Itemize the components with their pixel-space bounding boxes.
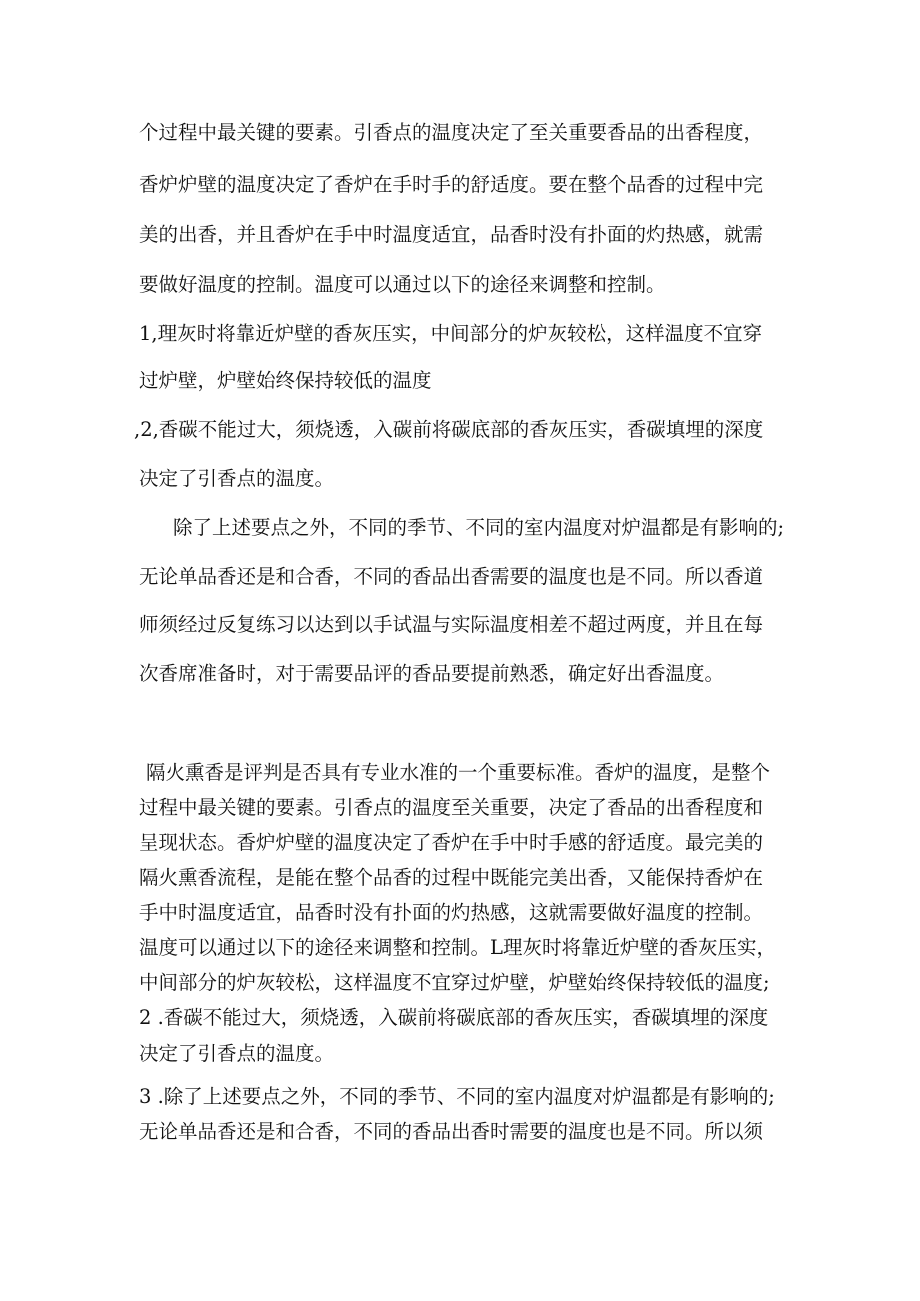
text-line: 呈现状态。香炉炉壁的温度决定了香炉在手中时手感的舒适度。最完美的 [139,831,764,854]
text-line: 决定了引香点的温度。 [139,467,335,490]
text-line: 2 .香碳不能过大，须烧透，入碳前将碳底部的香灰压实，香碳填埋的深度 [139,1006,769,1029]
text-line: 手中时温度适宜，品香时没有扑面的灼热感，这就需要做好温度的控制。 [139,901,764,924]
text-line: ,2,香碳不能过大，须烧透，入碳前将碳底部的香灰压实，香碳填埋的深度 [134,418,764,441]
text-line: 过程中最关键的要素。引香点的温度至关重要，决定了香品的出香程度和 [139,796,764,819]
text-line: 要做好温度的控制。温度可以通过以下的途径来调整和控制。 [139,273,666,296]
text-line: 无论单品香还是和合香，不同的香品出香需要的温度也是不同。所以香道 [139,565,764,588]
text-line: 温度可以通过以下的途径来调整和控制。L理灰时将靠近炉壁的香灰压实， [139,936,776,959]
text-line: 香炉炉壁的温度决定了香炉在手时手的舒适度。要在整个品香的过程中完 [139,173,764,196]
text-line: 隔火熏香流程，是能在整个品香的过程中既能完美出香，又能保持香炉在 [139,866,764,889]
text-line: 3 .除了上述要点之外，不同的季节、不同的室内温度对炉温都是有影响的; [139,1085,775,1108]
text-line: 除了上述要点之外，不同的季节、不同的室内温度对炉温都是有影响的; [173,516,785,539]
text-line: 美的出香，并且香炉在手中时温度适宜，品香时没有扑面的灼热感，就需 [139,223,764,246]
text-line: 过炉壁，炉壁始终保持较低的温度 [139,369,432,392]
text-line: 中间部分的炉灰较松，这样温度不宜穿过炉壁，炉壁始终保持较低的温度; [139,971,770,994]
text-line: 个过程中最关键的要素。引香点的温度决定了至关重要香品的出香程度， [139,121,764,144]
text-line: 师须经过反复练习以达到以手试温与实际温度相差不超过两度，并且在每 [139,613,764,636]
text-line: 决定了引香点的温度。 [139,1042,335,1065]
text-line: 1,理灰时将靠近炉壁的香灰压实，中间部分的炉灰较松，这样温度不宜穿 [139,322,763,345]
text-line: 无论单品香还是和合香，不同的香品出香时需要的温度也是不同。所以须 [139,1120,764,1143]
text-line: 隔火熏香是评判是否具有专业水准的一个重要标准。香炉的温度，是整个 [146,761,771,784]
text-line: 次香席准备时，对于需要品评的香品要提前熟悉，确定好出香温度。 [139,662,725,685]
